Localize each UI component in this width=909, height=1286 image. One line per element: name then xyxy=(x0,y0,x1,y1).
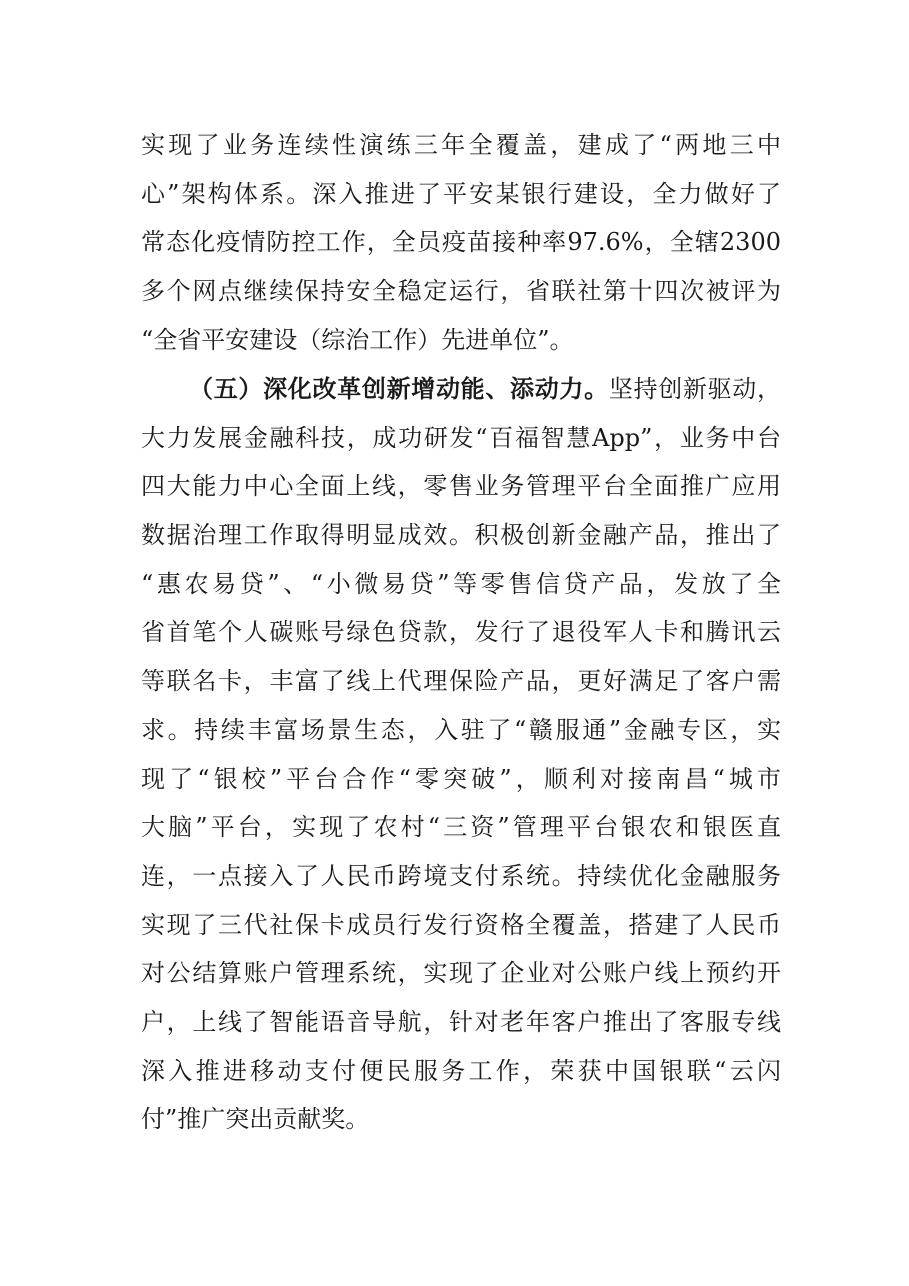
section-heading: （五）深化改革创新增动能、添动力。 xyxy=(189,374,609,403)
paragraph-1 xyxy=(141,121,781,364)
paragraph-line: 四大能力中心全面上线，零售业务管理平台全面推广应用 xyxy=(141,472,781,501)
paragraph-line: 多个网点继续保持安全稳定运行，省联社第十四次被评为 xyxy=(141,277,781,306)
paragraph-line: 实现了三代社保卡成员行发行资格全覆盖，搭建了人民币 xyxy=(141,910,781,939)
paragraph-line: 深入推进移动支付便民服务工作，荣获中国银联“云闪 xyxy=(141,1056,781,1085)
paragraph-line: 现了“银校”平台合作“零突破”，顺利对接南昌“城市 xyxy=(141,764,781,793)
paragraph-line: 求。持续丰富场景生态，入驻了“赣服通”金融专区，实 xyxy=(141,715,781,744)
paragraph-line: 常态化疫情防控工作，全员疫苗接种率97.6%，全辖2300 xyxy=(141,228,781,257)
paragraph-line: 连，一点接入了人民币跨境支付系统。持续优化金融服务 xyxy=(141,861,781,890)
paragraph-line: 心”架构体系。深入推进了平安某银行建设，全力做好了 xyxy=(141,179,781,208)
paragraph-line: “惠农易贷”、“小微易贷”等零售信贷产品，发放了全 xyxy=(141,569,781,598)
paragraph-line: “全省平安建设（综治工作）先进单位”。 xyxy=(141,325,574,354)
paragraph-line: 付”推广突出贡献奖。 xyxy=(141,1105,370,1134)
paragraph-line: 数据治理工作取得明显成效。积极创新金融产品，推出了 xyxy=(141,521,781,550)
paragraph-line: 大脑”平台，实现了农村“三资”管理平台银农和银医直 xyxy=(141,813,781,842)
paragraph-line: 大力发展金融科技，成功研发“百福智慧App”，业务中台 xyxy=(141,423,781,452)
paragraph-line-rest: 坚持创新驱动， xyxy=(608,375,782,403)
paragraph-line: 省首笔个人碳账号绿色贷款，发行了退役军人卡和腾讯云 xyxy=(141,618,781,647)
paragraph-first-line xyxy=(141,365,781,414)
paragraph-line: 户，上线了智能语音导航，针对老年客户推出了客服专线 xyxy=(141,1007,781,1036)
paragraph-line: 对公结算账户管理系统，实现了企业对公账户线上预约开 xyxy=(141,959,781,988)
paragraph-line: 等联名卡，丰富了线上代理保险产品，更好满足了客户需 xyxy=(141,667,781,696)
paragraph-line: 实现了业务连续性演练三年全覆盖，建成了“两地三中 xyxy=(141,131,781,159)
paragraph-2 xyxy=(141,365,781,1144)
